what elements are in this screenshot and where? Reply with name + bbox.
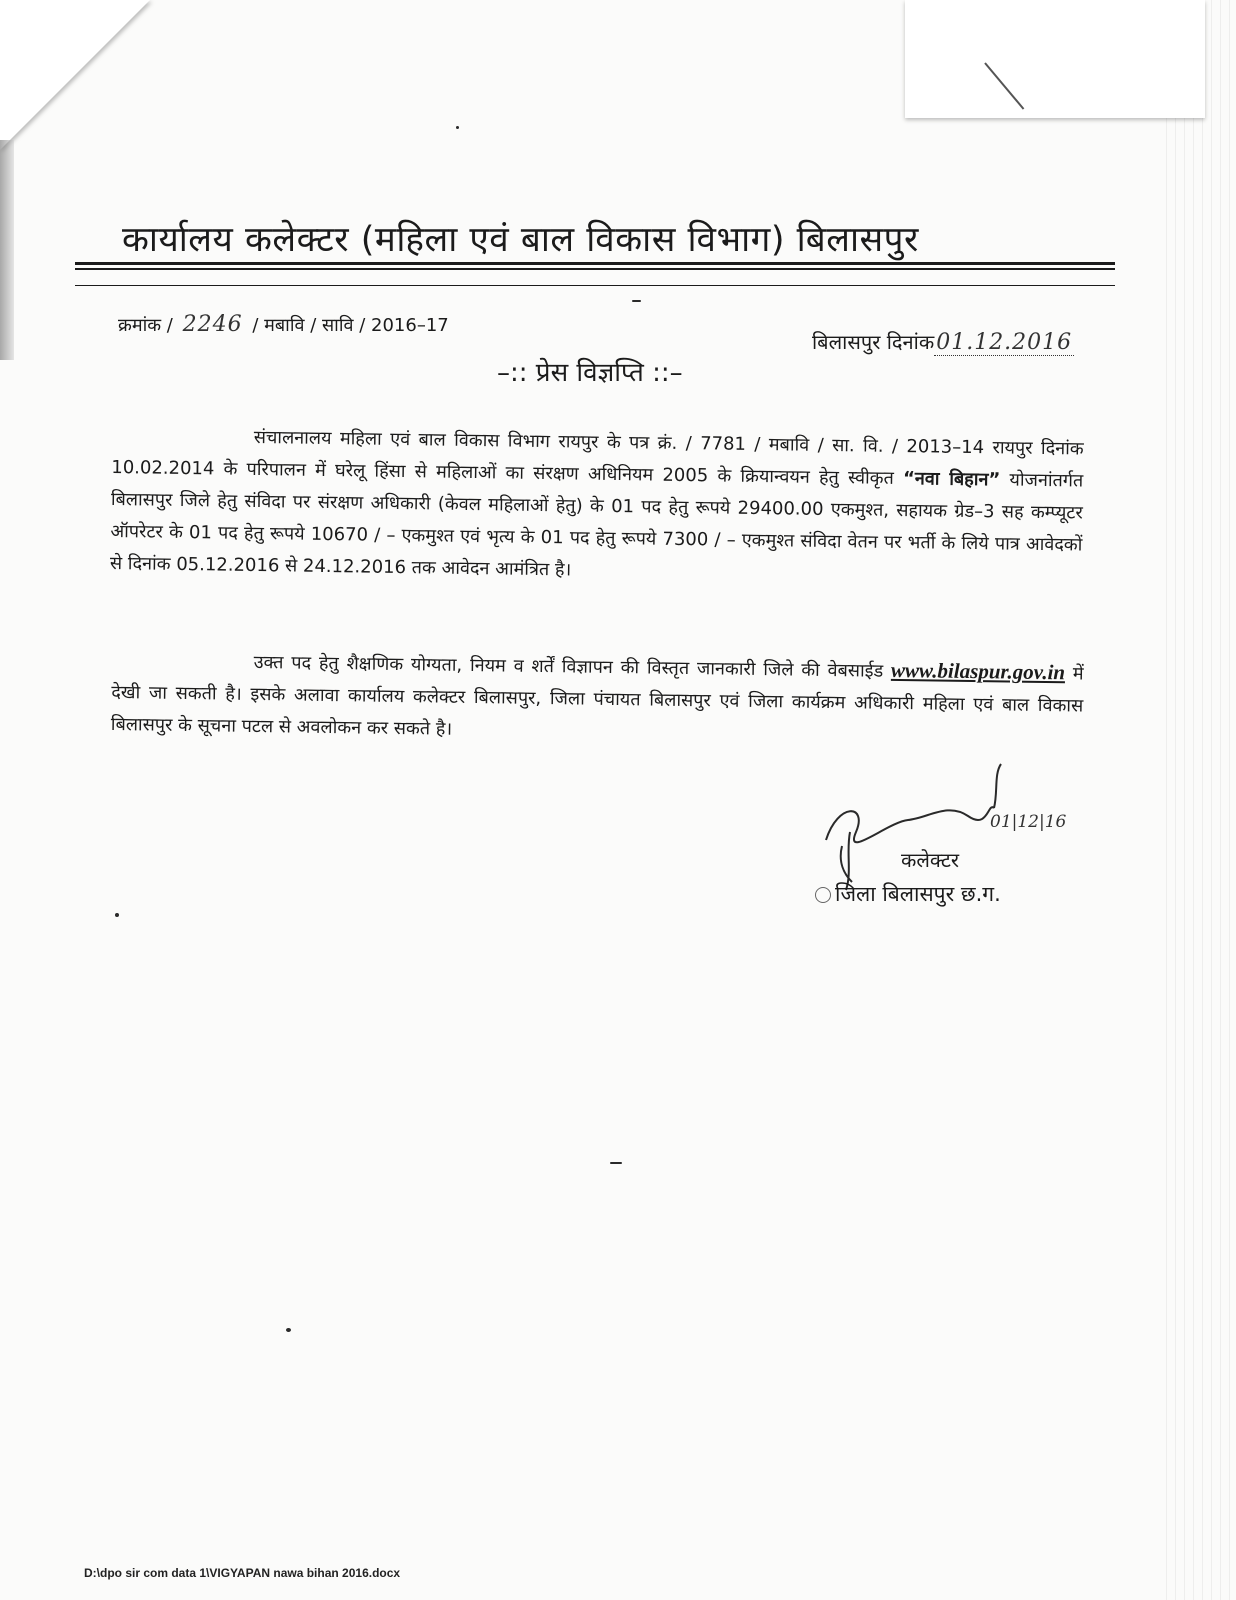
scan-speck (632, 300, 641, 302)
body-paragraph-1 (110, 420, 1084, 594)
stapled-paper-slip (905, 0, 1205, 118)
reference-number (118, 312, 449, 337)
para1-text-b: योजनांतर्गत बिलासपुर जिले हेतु संविदा पर संरक्षण अधिकारी (केवल महिलाओं हेतु) के 01 पद हेतु रूपये 29400.00 एकमुश्त, सहायक ग्रेड–3 सह कम्प्यूटर ऑपरेटर के 01 पद हेतु रूपये 10670 / – एकमुश्त एवं भृत्य के 01 पद हेतु रूपये 7300 / – एकमुश्त संविदा वेतन पर भर्ती के लिये पात्र आवेदकों से दिनांक 05.12.2016 से 24.12.2016 तक आवेदन आमंत्रित है। (109, 469, 1084, 581)
scan-edge-streaks (1166, 0, 1236, 1600)
scan-speck (115, 913, 119, 917)
district-line (815, 880, 1001, 908)
heading-rule (75, 268, 1115, 270)
designation: कलेक्टर (901, 848, 960, 872)
para2-text-b: में देखी जा सकती है। इसके अलावा कार्यालय कलेक्टर बिलासपुर, जिला पंचायत बिलासपुर एवं जिला कार्यक्रम अधिकारी महिला एवं बाल विकास बिलासपुर के सूचना पटल से अवलोकन कर सकते है। (110, 663, 1084, 740)
scheme-name: “नवा बिहान” (902, 468, 1001, 491)
scan-edge-shadow (0, 140, 14, 360)
reference-suffix: / मबावि / सावि / 2016–17 (252, 315, 449, 336)
para1-text-a: संचालनालय महिला एवं बाल विकास विभाग रायपुर के पत्र क्रं. / 7781 / मबावि / सा. वि. / 2013–14 रायपुर दिनांक 10.02.2014 के परिपालन में घरेलू हिंसा से महिलाओं का संरक्षण अधिनियम 2005 के क्रियान्वयन हेतु स्वीकृत (111, 426, 1084, 489)
seal-mark (815, 887, 831, 903)
place-date (812, 328, 1074, 355)
handwritten-date: 01.12.2016 (936, 330, 1073, 355)
district-text: जिला बिलासपुर छ.ग. (835, 882, 1001, 906)
footer-file-path: D:\dpo sir com data 1\VIGYAPAN nawa bihan 2016.docx (84, 1566, 401, 1580)
scan-speck (286, 1328, 291, 1332)
reference-prefix: क्रमांक / (118, 315, 173, 336)
para2-text-a: उक्त पद हेतु शैक्षणिक योग्यता, नियम व शर्तें विज्ञापन की विस्तृत जानकारी जिले की वेबसाईड (253, 651, 884, 682)
website-link[interactable]: www.bilaspur.gov.in (890, 657, 1066, 685)
scan-speck (610, 1162, 622, 1164)
office-heading: कार्यालय कलेक्टर (महिला एवं बाल विकास विभाग) बिलासपुर (122, 220, 919, 260)
place-date-label: बिलासपुर दिनांक (812, 330, 935, 354)
press-release-title: –:: प्रेस विज्ञप्ति ::– (497, 358, 683, 388)
reference-handwritten-number: 2246 (182, 312, 243, 337)
heading-rule (75, 262, 1115, 265)
folded-corner (0, 0, 150, 150)
signature-date: 01|12|16 (990, 812, 1067, 832)
heading-rule (75, 285, 1115, 286)
scan-speck (456, 126, 459, 129)
body-paragraph-2 (111, 643, 1084, 755)
